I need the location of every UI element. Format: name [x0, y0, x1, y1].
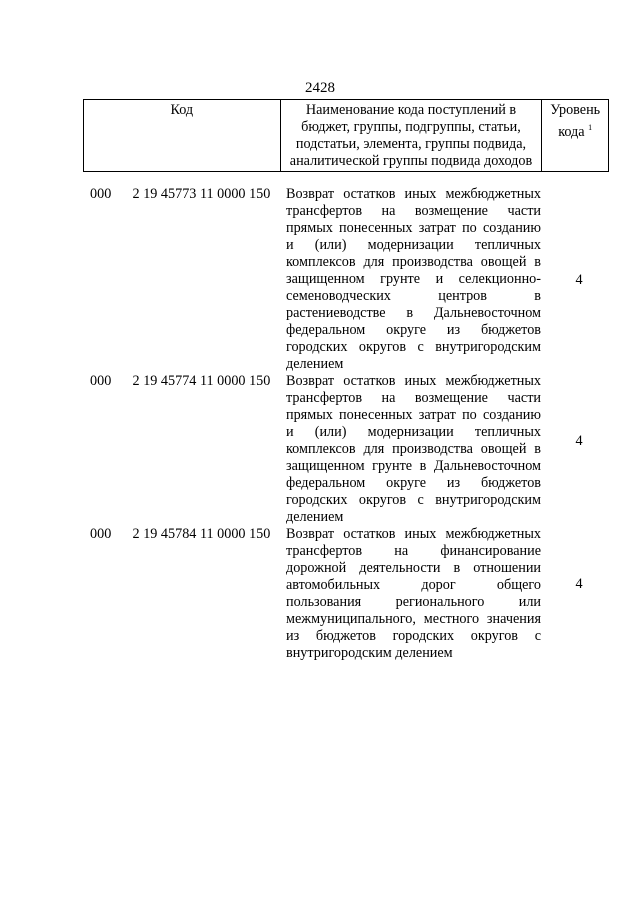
row-code [90, 373, 270, 390]
row-name: Возврат остатков иных межбюджетных трансфертов на возмещение части прямых понесенных затрат по созданию и (или) модернизации тепличных комплексов для производства овощей в защищенном грунте в Дальневосточном федеральном округе из бюджетов городских округов с внутригородским делением [286, 373, 541, 525]
rows-list [0, 186, 640, 662]
header-level-kod: кода [558, 124, 585, 140]
header-code: Код [84, 100, 281, 172]
header-name-line: бюджет, группы, подгруппы, статьи, [301, 119, 521, 135]
page-number: 2428 [305, 80, 335, 96]
row-level: 4 [575, 576, 583, 592]
row-kbk: 2 19 45774 11 0000 150 [132, 373, 271, 389]
table-row [0, 526, 640, 662]
table-row [0, 186, 640, 373]
header-name-line: аналитической группы подвида доходов [289, 153, 533, 169]
row-admin: 000 [90, 186, 112, 202]
row-code [90, 186, 270, 203]
row-code [90, 526, 270, 543]
header-level-line1: Уровень [550, 102, 601, 118]
row-kbk: 2 19 45773 11 0000 150 [132, 186, 271, 202]
row-admin: 000 [90, 526, 112, 542]
header-name-line: подстатьи, элемента, группы подвида, [295, 136, 527, 152]
table-row [0, 373, 640, 526]
footnote-marker: 1 [588, 123, 593, 132]
row-name: Возврат остатков иных межбюджетных трансфертов на возмещение части прямых понесенных затрат по созданию и (или) модернизации тепличных комплексов для производства овощей в защищенном грунте и селекционно-семеноводческих центров в растениеводстве в Дальневосточном федеральном округе из бюджетов городских округов с внутригородским делением [286, 186, 541, 372]
row-level: 4 [575, 272, 583, 288]
row-kbk: 2 19 45784 11 0000 150 [132, 526, 271, 542]
row-level: 4 [575, 433, 583, 449]
row-admin: 000 [90, 373, 112, 389]
row-name: Возврат остатков иных межбюджетных трансфертов на финансирование дорожной деятельности в отношении автомобильных дорог общего пользования регионального или межмуниципального, местного значения из бюджетов городских округов с внутригородским делением [286, 526, 541, 661]
header-level [542, 100, 609, 172]
header-level-line2 [544, 119, 606, 141]
header-name-line: Наименование кода поступлений в [305, 102, 517, 118]
header-table [83, 99, 609, 172]
header-name [280, 100, 542, 172]
